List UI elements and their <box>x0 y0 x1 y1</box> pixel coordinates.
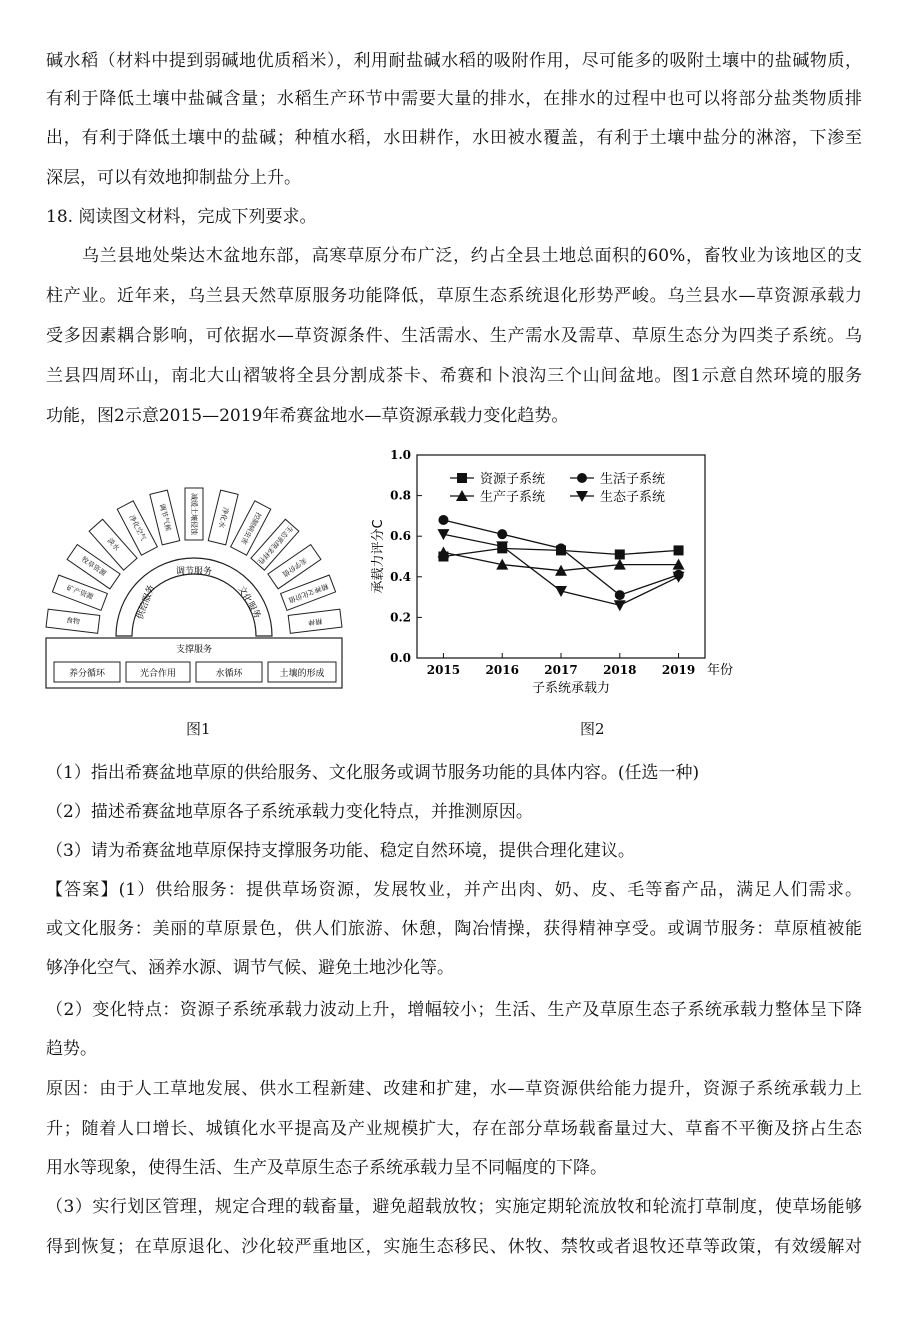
y-tick-label: 0.2 <box>390 610 411 625</box>
legend-label: 生态子系统 <box>600 490 666 505</box>
base-item-photosynthesis: 光合作用 <box>139 668 177 678</box>
outer-service-item <box>231 501 271 555</box>
answer-text-line: 得到恢复；在草原退化、沙化较严重地区，实施生态移民、休牧、禁牧或者退牧还草等政策，有效缓解对 <box>46 1237 862 1257</box>
y-axis-title: 承载力评分C <box>371 519 386 594</box>
outer-service-label: 减缓土壤侵蚀 <box>190 493 198 535</box>
y-tick-label: 0.0 <box>390 651 411 665</box>
answer-text-line: 趋势。 <box>46 1039 97 1059</box>
inner-supply: 供给服务 <box>134 583 157 621</box>
outer-service-boxes <box>46 488 342 633</box>
data-point-triangle-down <box>614 600 626 611</box>
legend-label: 生活子系统 <box>600 472 666 487</box>
answer-text-line: 深层，可以有效地抑制盐分上升。 <box>46 168 301 188</box>
x-tick-label: 2017 <box>544 663 578 677</box>
outer-service-label: 控制病虫害 <box>239 510 262 545</box>
answer-text-line: 用水等现象，使得生活、生产及草原生态子系统承载力呈不同幅度的下降。 <box>46 1158 607 1178</box>
legend-marker-circle <box>577 473 587 483</box>
question-number: 18. 阅读图文材料，完成下列要求。 <box>46 207 317 227</box>
outer-service-label: 精神文化价值 <box>287 581 329 604</box>
outer-service-item <box>251 519 299 570</box>
outer-service-item <box>185 488 203 540</box>
outer-service-label: 食物 <box>65 617 81 626</box>
outer-service-label: 牧草资源 <box>79 556 107 578</box>
outer-service-item <box>67 545 120 589</box>
material-text-line: 功能，图2示意2015—2019年希赛盆地水—草资源承载力变化趋势。 <box>46 406 569 426</box>
y-tick-label: 0.4 <box>390 569 411 584</box>
answer-text-line: 出，有利于降低土壤中的盐碱；种植水稻，水田耕作，水田被水覆盖，有利于土壤中盐分的淋溶，下渗至 <box>46 128 862 148</box>
x-tick-label: 2018 <box>603 663 637 677</box>
question-3: （3）请为希赛盆地草原保持支撑服务功能、稳定自然环境，提供合理化建议。 <box>46 841 635 861</box>
data-point-square <box>674 545 684 555</box>
inner-regulating: 调节服务 <box>175 566 213 576</box>
x-tick-label: 2019 <box>661 663 696 677</box>
answer-text-line: 或文化服务：美丽的草原景色，供人们旅游、休憩，陶冶情操，获得精神享受。或调节服务：草原植被能 <box>46 919 862 939</box>
outer-service-item <box>268 545 321 589</box>
legend-label: 资源子系统 <box>480 472 546 487</box>
outer-service-label: 淡水 <box>105 537 121 553</box>
outer-service-item <box>89 519 137 570</box>
answer-text-line: 升；随着人口增长、城镇化水平提高及产业规模扩大，存在部分草场载畜量过大、草畜不平衡及挤占生态 <box>46 1119 862 1139</box>
answer-text-line: （3）实行划区管理，规定合理的载畜量，避免超载放牧；实施定期轮流放牧和轮流打草制度，使草场能够 <box>46 1197 862 1217</box>
data-point-circle <box>497 529 507 539</box>
outer-service-item <box>150 490 180 545</box>
material-text-line: 兰县四周环山，南北大山褶皱将全县分割成茶卡、希赛和卜浪沟三个山间盆地。图1示意自然环境的服务 <box>46 366 862 386</box>
material-text-line: 受多因素耦合影响，可依据水—草资源条件、生活需水、生产需水及需草、草原生态分为四类子系统。乌 <box>46 326 862 346</box>
data-point-square <box>615 549 625 559</box>
inner-cultural: 文化服务 <box>236 584 263 621</box>
outer-service-item <box>208 490 238 545</box>
outer-service-label: 净化水 <box>216 506 229 529</box>
base-item-soil: 土壤的形成 <box>279 668 325 678</box>
material-text-line: 柱产业。近年来，乌兰县天然草原服务功能降低，草原生态系统退化形势严峻。乌兰县水—草资源承载力 <box>46 286 862 306</box>
y-tick-label: 1.0 <box>390 448 411 462</box>
outer-service-label: 净化空气 <box>127 514 147 543</box>
outer-service-item <box>281 575 336 610</box>
outer-service-label: 生态系统多样性 <box>255 523 294 566</box>
data-point-circle <box>615 590 625 600</box>
material-text-line: 乌兰县地处柴达木盆地东部，高寒草原分布广泛，约占全县土地总面积的60%，畜牧业为该地区的支 <box>82 246 862 266</box>
outer-service-item <box>46 609 100 633</box>
outer-service-label: 矿产资源 <box>65 584 95 602</box>
question-2: （2）描述希赛盆地草原各子系统承载力变化特点，并推测原因。 <box>46 802 533 822</box>
figure2-caption: 图2 <box>580 720 605 738</box>
x-tick-label: 2016 <box>485 663 519 677</box>
outer-service-item <box>288 609 342 633</box>
x-axis-title: 子系统承载力 <box>531 681 611 696</box>
answer-text-line: （2）变化特点：资源子系统承载力波动上升，增幅较小；生活、生产及草原生态子系统承载力整体呈下降 <box>46 1000 862 1020</box>
figure1-service-diagram <box>40 470 350 690</box>
answer-text-line: 有利于降低土壤中盐碱含量；水稻生产环节中需要大量的排水，在排水的过程中也可以将部分盐类物质排 <box>46 89 862 109</box>
data-point-circle <box>438 515 448 525</box>
outer-service-label: 调节气候 <box>157 503 172 533</box>
y-tick-label: 0.8 <box>390 488 411 503</box>
data-point-circle <box>556 543 566 553</box>
answer-text-line: 够净化空气、涵养水源、调节气候、避免土地沙化等。 <box>46 958 454 978</box>
outer-service-label: 精神 <box>307 616 323 626</box>
base-item-water-cycle: 水循环 <box>215 668 243 678</box>
legend-label: 生产子系统 <box>480 490 546 505</box>
series-line-circle <box>443 520 678 595</box>
question-1: （1）指出希赛盆地草原的供给服务、文化服务或调节服务功能的具体内容。(任选一种) <box>46 763 700 783</box>
y-tick-label: 0.6 <box>390 529 411 544</box>
figure1-caption: 图1 <box>186 720 211 738</box>
support-services-title: 支撑服务 <box>175 644 213 654</box>
answer-text-line: 原因：由于人工草地发展、供水工程新建、改建和扩建，水—草资源供给能力提升，资源子系统承载力上 <box>46 1079 862 1099</box>
base-item-nutrient: 养分循环 <box>68 668 106 678</box>
x-unit-label: 年份 <box>707 663 734 678</box>
outer-service-item <box>52 575 107 610</box>
legend-marker-square <box>457 473 467 483</box>
x-tick-label: 2015 <box>426 663 461 677</box>
outer-service-label: 美学价值 <box>280 555 308 578</box>
figure2-line-chart <box>360 440 734 705</box>
outer-service-item <box>117 501 157 555</box>
answer-text-line: 碱水稻（材料中提到弱碱地优质稻米），利用耐盐碱水稻的吸附作用，尽可能多的吸附土壤中的盐碱物质， <box>46 51 862 71</box>
answer-heading-line: 【答案】(1）供给服务：提供草场资源，发展牧业，并产出肉、奶、皮、毛等畜产品，满足人们需求。 <box>46 880 862 900</box>
